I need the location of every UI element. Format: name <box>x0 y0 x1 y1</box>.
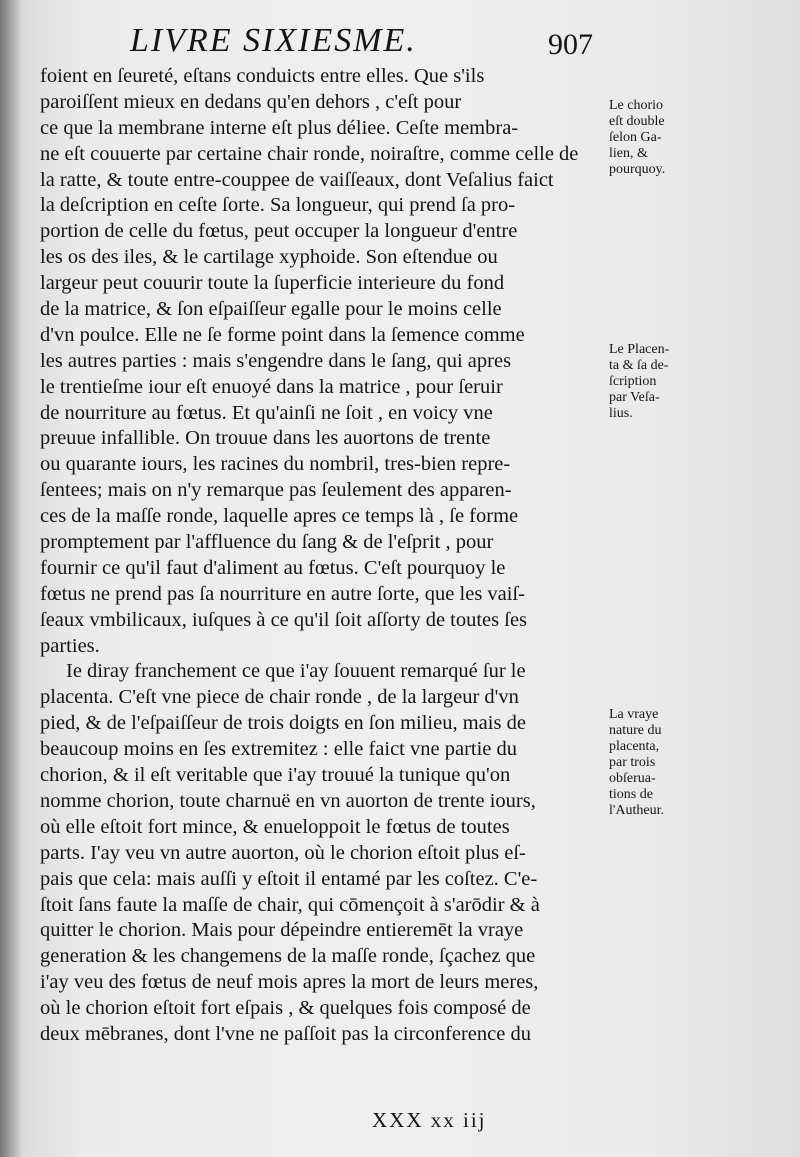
margin-note-line: lien, & <box>609 146 648 161</box>
main-text <box>40 64 610 1048</box>
text-line: parts. I'ay veu vn autre auorton, où le chorion eſtoit plus eſ- <box>40 841 526 864</box>
text-line: fœtus ne prend pas ſa nourriture en autre ſorte, que les vaiſ- <box>40 582 525 605</box>
margin-note-line: tions de <box>609 787 653 802</box>
page-header <box>0 18 800 70</box>
margin-note-line: pourquoy. <box>609 162 666 177</box>
text-line: le trentieſme iour eſt enuoyé dans la matrice , pour ſeruir <box>40 375 503 398</box>
text-line: largeur peut couurir toute la ſuperficie interieure du fond <box>40 272 505 295</box>
text-line: où elle eſtoit fort mince, & enueloppoit le fœtus de toutes <box>40 815 510 838</box>
text-line: la ratte, & toute entre-couppee de vaiſſeaux, dont Veſalius faict <box>40 168 554 191</box>
page-number: 907 <box>548 28 593 61</box>
text-line: generation & les changemens de la maſſe ronde, ſçachez que <box>40 945 536 968</box>
margin-note-line: par trois <box>609 755 656 770</box>
margin-note-line: lius. <box>609 406 633 421</box>
text-line: où le chorion eſtoit fort eſpais , & quelques fois composé de <box>40 997 531 1020</box>
text-line: la deſcription en ceſte ſorte. Sa longueur, qui prend ſa pro- <box>40 194 516 217</box>
text-line: les os des iles, & le cartilage xyphoide. Son eſtendue ou <box>40 246 498 269</box>
text-line: les autres parties : mais s'engendre dans le ſang, qui apres <box>40 349 512 372</box>
text-line: ou quarante iours, les racines du nombril, tres-bien repre- <box>40 453 511 476</box>
text-line: ce que la membrane interne eſt plus déliee. Ceſte membra- <box>40 116 519 139</box>
margin-note-line: eſt double <box>609 114 665 129</box>
text-line: pais que cela: mais auſſi y eſtoit il entamé par les coſtez. C'e- <box>40 867 538 890</box>
running-head: LIVRE SIXIESME. <box>130 22 417 59</box>
text-line: foient en ſeureté, eſtans conduicts entre elles. Que s'ils <box>40 65 485 87</box>
margin-note-line: ſelon Ga- <box>609 130 662 145</box>
text-line: paroiſſent mieux en dedans qu'en dehors , c'eſt pour <box>40 90 462 113</box>
text-line: preuue infallible. On trouue dans les auortons de trente <box>40 427 491 450</box>
text-line: pied, & de l'eſpaiſſeur de trois doigts en ſon milieu, mais de <box>40 712 526 735</box>
text-line: parties. <box>40 634 100 657</box>
margin-note-line: obſerua- <box>609 771 656 786</box>
text-line: ces de la maſſe ronde, laquelle apres ce temps là , ſe forme <box>40 505 519 528</box>
text-line: de la matrice, & ſon eſpaiſſeur egalle pour le moins celle <box>40 298 502 321</box>
text-line: ne eſt couuerte par certaine chair ronde, noiraſtre, comme celle de <box>40 142 579 165</box>
margin-note-line: l'Autheur. <box>609 803 665 818</box>
text-line: deux mēbranes, dont l'vne ne paſſoit pas la circonference du <box>40 1022 531 1045</box>
margin-note-line: Le chorio <box>609 98 664 113</box>
text-line: promptement par l'affluence du ſang & de l'eſprit , pour <box>40 531 494 554</box>
margin-note-line: Le Placen- <box>609 342 670 357</box>
margin-note <box>609 98 799 178</box>
gutter-shadow <box>0 0 22 1157</box>
text-line: ſeaux vmbilicaux, iuſques à ce qu'il ſoit aſſorty de toutes ſes <box>40 608 528 631</box>
margin-note <box>609 707 799 819</box>
text-line: chorion, & il eſt veritable que i'ay trouué la tunique qu'on <box>40 764 511 787</box>
text-line: beaucoup moins en ſes extremitez : elle faict vne partie du <box>40 738 518 761</box>
margin-note-line: La vraye <box>609 707 659 722</box>
text-line: quitter le chorion. Mais pour dépeindre entieremēt la vraye <box>40 919 524 942</box>
signature-mark: XXX xx iij <box>372 1108 487 1132</box>
margin-note-line: nature du <box>609 723 662 738</box>
text-line: portion de celle du fœtus, peut occuper la longueur d'entre <box>40 220 518 243</box>
margin-note <box>609 342 799 422</box>
margin-note-line: placenta, <box>609 739 660 754</box>
text-line: Ie diray franchement ce que i'ay ſouuent remarqué ſur le <box>66 660 526 683</box>
text-line: d'vn poulce. Elle ne ſe forme point dans la ſemence comme <box>40 323 525 346</box>
text-line: placenta. C'eſt vne piece de chair ronde , de la largeur d'vn <box>40 686 519 709</box>
text-line: ſentees; mais on n'y remarque pas ſeulement des apparen- <box>40 479 512 502</box>
margin-note-line: ſcription <box>609 374 657 389</box>
text-line: ſtoit ſans faute la maſſe de chair, qui cōmençoit à s'arōdir & à <box>40 893 540 916</box>
text-line: fournir ce qu'il faut d'aliment au fœtus. C'eſt pourquoy le <box>40 556 506 579</box>
text-line: de nourriture au fœtus. Et qu'ainſi ne ſoit , en voicy vne <box>40 401 493 424</box>
text-line: nomme chorion, toute charnuë en vn auorton de trente iours, <box>40 789 536 812</box>
margin-note-line: ta & ſa de- <box>609 358 669 373</box>
margin-note-line: par Veſa- <box>609 390 660 405</box>
text-line: i'ay veu des fœtus de neuf mois apres la mort de leurs meres, <box>40 971 539 994</box>
